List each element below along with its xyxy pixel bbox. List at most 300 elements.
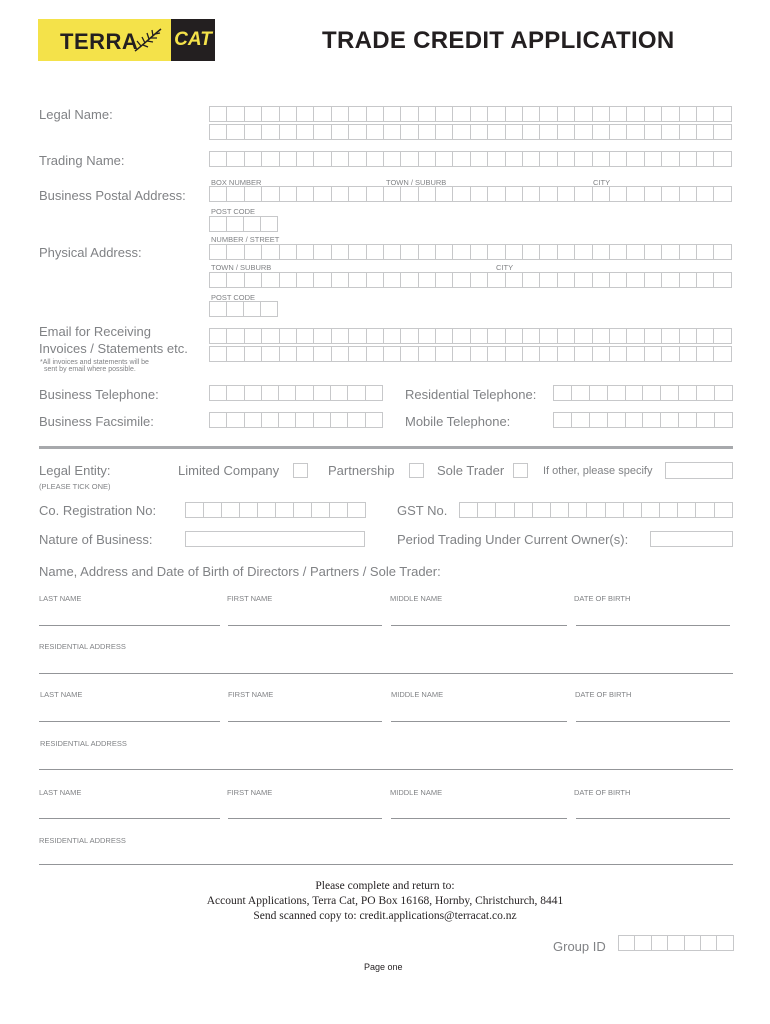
char-box[interactable]: [314, 385, 331, 401]
char-box[interactable]: [619, 935, 635, 951]
char-box[interactable]: [590, 412, 608, 428]
char-box[interactable]: [575, 106, 592, 122]
char-box[interactable]: [419, 244, 436, 260]
char-box[interactable]: [262, 244, 279, 260]
char-box[interactable]: [572, 412, 590, 428]
char-box[interactable]: [227, 124, 244, 140]
char-box[interactable]: [332, 151, 349, 167]
char-box[interactable]: [245, 272, 262, 288]
char-box[interactable]: [593, 186, 610, 202]
char-box[interactable]: [401, 106, 418, 122]
char-box[interactable]: [296, 385, 313, 401]
char-box[interactable]: [349, 186, 366, 202]
char-box[interactable]: [506, 244, 523, 260]
char-box[interactable]: [419, 346, 436, 362]
char-box[interactable]: [367, 328, 384, 344]
char-box[interactable]: [349, 106, 366, 122]
gst-no-boxes[interactable]: [459, 502, 733, 518]
char-box[interactable]: [551, 502, 569, 518]
char-box[interactable]: [635, 935, 651, 951]
char-box[interactable]: [714, 106, 731, 122]
char-box[interactable]: [348, 385, 365, 401]
char-box[interactable]: [384, 328, 401, 344]
char-box[interactable]: [261, 216, 278, 232]
char-box[interactable]: [627, 186, 644, 202]
char-box[interactable]: [401, 124, 418, 140]
char-box[interactable]: [384, 346, 401, 362]
char-box[interactable]: [624, 502, 642, 518]
char-box[interactable]: [575, 272, 592, 288]
char-box[interactable]: [627, 328, 644, 344]
char-box[interactable]: [697, 328, 714, 344]
char-box[interactable]: [608, 385, 626, 401]
char-box[interactable]: [348, 502, 366, 518]
char-box[interactable]: [244, 301, 261, 317]
char-box[interactable]: [645, 328, 662, 344]
char-box[interactable]: [523, 346, 540, 362]
char-box[interactable]: [240, 502, 258, 518]
char-box[interactable]: [662, 151, 679, 167]
char-box[interactable]: [680, 328, 697, 344]
char-box[interactable]: [593, 272, 610, 288]
char-box[interactable]: [245, 124, 262, 140]
char-box[interactable]: [572, 385, 590, 401]
business-telephone-boxes[interactable]: [209, 385, 383, 401]
char-box[interactable]: [227, 385, 244, 401]
char-box[interactable]: [515, 502, 533, 518]
char-box[interactable]: [610, 186, 627, 202]
char-box[interactable]: [523, 106, 540, 122]
char-box[interactable]: [506, 328, 523, 344]
char-box[interactable]: [714, 328, 731, 344]
char-box[interactable]: [660, 502, 678, 518]
char-box[interactable]: [540, 106, 557, 122]
char-box[interactable]: [697, 151, 714, 167]
char-box[interactable]: [280, 124, 297, 140]
char-box[interactable]: [297, 328, 314, 344]
char-box[interactable]: [714, 151, 731, 167]
char-box[interactable]: [540, 151, 557, 167]
char-box[interactable]: [715, 502, 733, 518]
char-box[interactable]: [697, 186, 714, 202]
char-box[interactable]: [262, 346, 279, 362]
char-box[interactable]: [349, 328, 366, 344]
char-box[interactable]: [506, 151, 523, 167]
char-box[interactable]: [662, 124, 679, 140]
char-box[interactable]: [314, 186, 331, 202]
char-box[interactable]: [610, 346, 627, 362]
char-box[interactable]: [506, 106, 523, 122]
char-box[interactable]: [245, 151, 262, 167]
char-box[interactable]: [478, 502, 496, 518]
char-box[interactable]: [227, 301, 244, 317]
char-box[interactable]: [662, 328, 679, 344]
char-box[interactable]: [540, 124, 557, 140]
char-box[interactable]: [262, 186, 279, 202]
char-box[interactable]: [626, 385, 644, 401]
char-box[interactable]: [471, 151, 488, 167]
char-box[interactable]: [701, 935, 717, 951]
char-box[interactable]: [227, 244, 244, 260]
char-box[interactable]: [280, 346, 297, 362]
char-box[interactable]: [558, 106, 575, 122]
char-box[interactable]: [471, 106, 488, 122]
char-box[interactable]: [262, 272, 279, 288]
director3-residential-line[interactable]: [39, 864, 733, 865]
char-box[interactable]: [488, 244, 505, 260]
postal-post-code-boxes[interactable]: [209, 216, 278, 232]
char-box[interactable]: [575, 124, 592, 140]
director3-dob-line[interactable]: [576, 818, 730, 819]
char-box[interactable]: [436, 346, 453, 362]
char-box[interactable]: [488, 186, 505, 202]
char-box[interactable]: [453, 186, 470, 202]
char-box[interactable]: [540, 244, 557, 260]
char-box[interactable]: [575, 328, 592, 344]
physical-street-boxes[interactable]: [209, 244, 732, 260]
char-box[interactable]: [590, 385, 608, 401]
char-box[interactable]: [627, 124, 644, 140]
director2-first-name-line[interactable]: [228, 721, 382, 722]
char-box[interactable]: [384, 106, 401, 122]
char-box[interactable]: [297, 346, 314, 362]
char-box[interactable]: [384, 244, 401, 260]
char-box[interactable]: [314, 106, 331, 122]
char-box[interactable]: [627, 272, 644, 288]
char-box[interactable]: [645, 244, 662, 260]
char-box[interactable]: [245, 385, 262, 401]
char-box[interactable]: [419, 272, 436, 288]
char-box[interactable]: [697, 106, 714, 122]
char-box[interactable]: [533, 502, 551, 518]
char-box[interactable]: [261, 301, 278, 317]
char-box[interactable]: [367, 272, 384, 288]
char-box[interactable]: [643, 385, 661, 401]
char-box[interactable]: [610, 328, 627, 344]
char-box[interactable]: [645, 272, 662, 288]
char-box[interactable]: [680, 124, 697, 140]
char-box[interactable]: [593, 346, 610, 362]
director1-middle-name-line[interactable]: [391, 625, 567, 626]
char-box[interactable]: [558, 151, 575, 167]
char-box[interactable]: [436, 124, 453, 140]
char-box[interactable]: [436, 186, 453, 202]
char-box[interactable]: [714, 186, 731, 202]
director3-middle-name-line[interactable]: [391, 818, 567, 819]
char-box[interactable]: [453, 244, 470, 260]
char-box[interactable]: [332, 244, 349, 260]
char-box[interactable]: [436, 272, 453, 288]
char-box[interactable]: [714, 124, 731, 140]
char-box[interactable]: [367, 151, 384, 167]
char-box[interactable]: [506, 346, 523, 362]
char-box[interactable]: [210, 412, 227, 428]
char-box[interactable]: [627, 244, 644, 260]
char-box[interactable]: [661, 412, 679, 428]
char-box[interactable]: [384, 272, 401, 288]
char-box[interactable]: [593, 151, 610, 167]
char-box[interactable]: [645, 151, 662, 167]
char-box[interactable]: [297, 272, 314, 288]
char-box[interactable]: [186, 502, 204, 518]
char-box[interactable]: [523, 124, 540, 140]
char-box[interactable]: [662, 272, 679, 288]
char-box[interactable]: [680, 244, 697, 260]
char-box[interactable]: [652, 935, 668, 951]
char-box[interactable]: [210, 244, 227, 260]
char-box[interactable]: [558, 124, 575, 140]
char-box[interactable]: [262, 124, 279, 140]
char-box[interactable]: [227, 151, 244, 167]
char-box[interactable]: [642, 502, 660, 518]
char-box[interactable]: [627, 151, 644, 167]
char-box[interactable]: [227, 412, 244, 428]
char-box[interactable]: [626, 412, 644, 428]
char-box[interactable]: [715, 412, 733, 428]
char-box[interactable]: [330, 502, 348, 518]
director2-residential-line[interactable]: [39, 769, 733, 770]
char-box[interactable]: [680, 186, 697, 202]
char-box[interactable]: [210, 186, 227, 202]
char-box[interactable]: [258, 502, 276, 518]
char-box[interactable]: [262, 106, 279, 122]
char-box[interactable]: [245, 412, 262, 428]
char-box[interactable]: [488, 346, 505, 362]
char-box[interactable]: [384, 151, 401, 167]
char-box[interactable]: [332, 124, 349, 140]
char-box[interactable]: [314, 244, 331, 260]
char-box[interactable]: [558, 346, 575, 362]
director1-first-name-line[interactable]: [228, 625, 382, 626]
char-box[interactable]: [558, 328, 575, 344]
char-box[interactable]: [471, 124, 488, 140]
char-box[interactable]: [645, 124, 662, 140]
char-box[interactable]: [680, 106, 697, 122]
char-box[interactable]: [662, 346, 679, 362]
char-box[interactable]: [297, 124, 314, 140]
char-box[interactable]: [384, 186, 401, 202]
char-box[interactable]: [558, 272, 575, 288]
trading-name-boxes[interactable]: [209, 151, 732, 167]
char-box[interactable]: [314, 346, 331, 362]
char-box[interactable]: [471, 244, 488, 260]
char-box[interactable]: [245, 346, 262, 362]
mobile-telephone-boxes[interactable]: [553, 412, 733, 428]
char-box[interactable]: [696, 502, 714, 518]
char-box[interactable]: [210, 272, 227, 288]
char-box[interactable]: [262, 385, 279, 401]
char-box[interactable]: [367, 186, 384, 202]
char-box[interactable]: [506, 272, 523, 288]
char-box[interactable]: [210, 124, 227, 140]
char-box[interactable]: [280, 106, 297, 122]
char-box[interactable]: [227, 272, 244, 288]
char-box[interactable]: [643, 412, 661, 428]
char-box[interactable]: [569, 502, 587, 518]
char-box[interactable]: [627, 106, 644, 122]
physical-post-code-boxes[interactable]: [209, 301, 278, 317]
char-box[interactable]: [262, 412, 279, 428]
char-box[interactable]: [680, 272, 697, 288]
char-box[interactable]: [471, 328, 488, 344]
char-box[interactable]: [554, 412, 572, 428]
char-box[interactable]: [419, 106, 436, 122]
char-box[interactable]: [401, 272, 418, 288]
business-facsimile-boxes[interactable]: [209, 412, 383, 428]
director2-last-name-line[interactable]: [39, 721, 220, 722]
char-box[interactable]: [331, 385, 348, 401]
char-box[interactable]: [523, 328, 540, 344]
char-box[interactable]: [210, 346, 227, 362]
nature-of-business-field[interactable]: [185, 531, 365, 547]
char-box[interactable]: [558, 186, 575, 202]
char-box[interactable]: [453, 124, 470, 140]
char-box[interactable]: [608, 412, 626, 428]
char-box[interactable]: [419, 186, 436, 202]
char-box[interactable]: [280, 244, 297, 260]
char-box[interactable]: [280, 186, 297, 202]
char-box[interactable]: [453, 106, 470, 122]
char-box[interactable]: [210, 106, 227, 122]
char-box[interactable]: [714, 244, 731, 260]
char-box[interactable]: [210, 328, 227, 344]
char-box[interactable]: [419, 124, 436, 140]
char-box[interactable]: [678, 502, 696, 518]
char-box[interactable]: [332, 346, 349, 362]
char-box[interactable]: [331, 412, 348, 428]
char-box[interactable]: [280, 151, 297, 167]
char-box[interactable]: [314, 151, 331, 167]
char-box[interactable]: [227, 328, 244, 344]
co-registration-boxes[interactable]: [185, 502, 366, 518]
char-box[interactable]: [680, 151, 697, 167]
char-box[interactable]: [348, 412, 365, 428]
char-box[interactable]: [668, 935, 684, 951]
char-box[interactable]: [679, 385, 697, 401]
char-box[interactable]: [210, 216, 227, 232]
char-box[interactable]: [715, 385, 733, 401]
char-box[interactable]: [488, 328, 505, 344]
char-box[interactable]: [210, 151, 227, 167]
char-box[interactable]: [471, 346, 488, 362]
char-box[interactable]: [506, 186, 523, 202]
char-box[interactable]: [488, 151, 505, 167]
char-box[interactable]: [210, 301, 227, 317]
char-box[interactable]: [245, 328, 262, 344]
physical-town-city-boxes[interactable]: [209, 272, 732, 288]
char-box[interactable]: [645, 186, 662, 202]
director1-last-name-line[interactable]: [39, 625, 220, 626]
char-box[interactable]: [679, 412, 697, 428]
char-box[interactable]: [523, 186, 540, 202]
char-box[interactable]: [453, 346, 470, 362]
char-box[interactable]: [367, 346, 384, 362]
char-box[interactable]: [222, 502, 240, 518]
char-box[interactable]: [367, 244, 384, 260]
char-box[interactable]: [332, 272, 349, 288]
char-box[interactable]: [436, 328, 453, 344]
limited-company-checkbox[interactable]: [293, 463, 308, 478]
char-box[interactable]: [697, 412, 715, 428]
char-box[interactable]: [297, 106, 314, 122]
char-box[interactable]: [662, 186, 679, 202]
char-box[interactable]: [575, 151, 592, 167]
char-box[interactable]: [332, 186, 349, 202]
char-box[interactable]: [645, 346, 662, 362]
char-box[interactable]: [262, 151, 279, 167]
char-box[interactable]: [280, 272, 297, 288]
char-box[interactable]: [401, 346, 418, 362]
char-box[interactable]: [558, 244, 575, 260]
char-box[interactable]: [714, 272, 731, 288]
director3-last-name-line[interactable]: [39, 818, 220, 819]
char-box[interactable]: [349, 124, 366, 140]
char-box[interactable]: [697, 124, 714, 140]
char-box[interactable]: [314, 124, 331, 140]
char-box[interactable]: [697, 346, 714, 362]
char-box[interactable]: [332, 328, 349, 344]
char-box[interactable]: [471, 272, 488, 288]
legal-name-boxes-2[interactable]: [209, 124, 732, 140]
char-box[interactable]: [297, 151, 314, 167]
period-trading-field[interactable]: [650, 531, 733, 547]
char-box[interactable]: [523, 151, 540, 167]
sole-trader-checkbox[interactable]: [513, 463, 528, 478]
char-box[interactable]: [314, 272, 331, 288]
char-box[interactable]: [593, 244, 610, 260]
char-box[interactable]: [349, 151, 366, 167]
char-box[interactable]: [680, 346, 697, 362]
char-box[interactable]: [280, 328, 297, 344]
char-box[interactable]: [610, 244, 627, 260]
char-box[interactable]: [697, 272, 714, 288]
char-box[interactable]: [506, 124, 523, 140]
char-box[interactable]: [685, 935, 701, 951]
char-box[interactable]: [471, 186, 488, 202]
char-box[interactable]: [436, 151, 453, 167]
char-box[interactable]: [401, 151, 418, 167]
char-box[interactable]: [210, 385, 227, 401]
char-box[interactable]: [488, 106, 505, 122]
char-box[interactable]: [401, 244, 418, 260]
director2-middle-name-line[interactable]: [391, 721, 567, 722]
char-box[interactable]: [593, 124, 610, 140]
char-box[interactable]: [366, 412, 383, 428]
char-box[interactable]: [540, 328, 557, 344]
char-box[interactable]: [540, 186, 557, 202]
char-box[interactable]: [436, 106, 453, 122]
char-box[interactable]: [575, 186, 592, 202]
group-id-boxes[interactable]: [618, 935, 734, 951]
char-box[interactable]: [245, 244, 262, 260]
char-box[interactable]: [453, 151, 470, 167]
char-box[interactable]: [314, 328, 331, 344]
char-box[interactable]: [610, 151, 627, 167]
char-box[interactable]: [661, 385, 679, 401]
char-box[interactable]: [297, 186, 314, 202]
char-box[interactable]: [496, 502, 514, 518]
char-box[interactable]: [204, 502, 222, 518]
char-box[interactable]: [245, 186, 262, 202]
char-box[interactable]: [419, 151, 436, 167]
char-box[interactable]: [460, 502, 478, 518]
char-box[interactable]: [540, 346, 557, 362]
char-box[interactable]: [436, 244, 453, 260]
char-box[interactable]: [587, 502, 605, 518]
char-box[interactable]: [262, 328, 279, 344]
char-box[interactable]: [419, 328, 436, 344]
char-box[interactable]: [488, 124, 505, 140]
